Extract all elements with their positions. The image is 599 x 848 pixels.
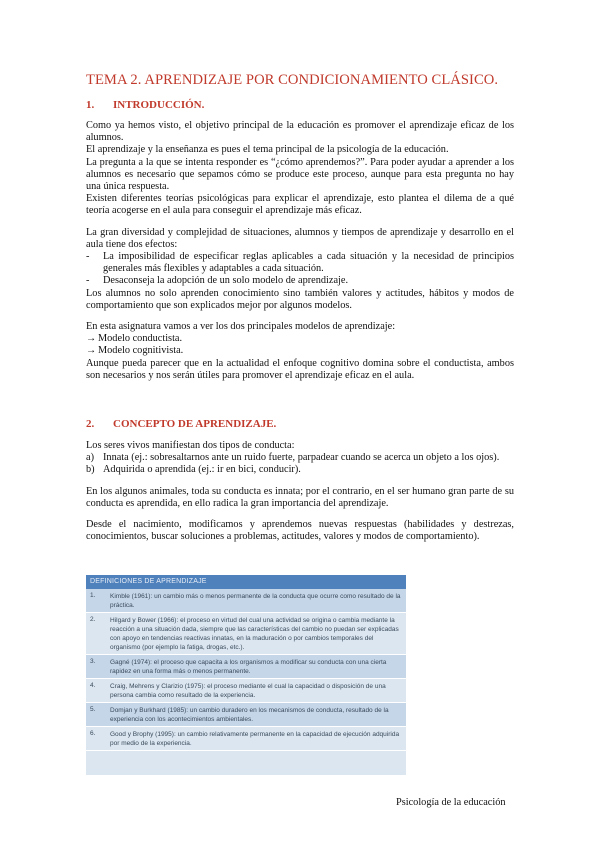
- list-item-text: Modelo conductista.: [98, 333, 183, 345]
- paragraph: Desde el nacimiento, modificamos y aprendemos nuevas respuestas (habilidades y destrezas, conocimientos, buscar soluciones a problemas, actitudes, valores y modos de comportamiento).: [86, 519, 514, 543]
- paragraph: Los seres vivos manifiestan dos tipos de conducta:: [86, 440, 295, 451]
- list-item: [86, 345, 514, 357]
- row-number: 1.: [90, 592, 96, 599]
- list-item-text: Innata (ej.: sobresaltarnos ante un ruido fuerte, parpadear cuando se acerca un objeto a los ojos).: [103, 452, 500, 464]
- section-number: 1.: [86, 99, 95, 111]
- list-marker: b): [86, 464, 95, 476]
- row-text: Hilgard y Bower (1966): el proceso en virtud del cual una actividad se origina o cambia mediante la reacción a una situación dada, siempre que las características del cambio no puedan ser explicadas con apoyo en tendencias reactivas innatas, en la maduración o por cambios temporales del organismo (por ejemplo la fatiga, drogas, etc.).: [110, 617, 399, 651]
- row-number: 6.: [90, 730, 96, 737]
- list-marker: a): [86, 452, 94, 464]
- table-row: [86, 727, 406, 751]
- section-number: 2.: [86, 418, 95, 430]
- section-heading-concepto: [86, 418, 276, 430]
- table-row: [86, 703, 406, 727]
- section-title: INTRODUCCIÓN.: [113, 99, 205, 111]
- paragraph: Como ya hemos visto, el objetivo principal de la educación es promover el aprendizaje eficaz de los alumnos.: [86, 120, 514, 144]
- list-marker: -: [86, 275, 90, 287]
- document-title: TEMA 2. APRENDIZAJE POR CONDICIONAMIENTO CLÁSICO.: [86, 72, 499, 88]
- list-item: [86, 275, 514, 287]
- table-row: [86, 679, 406, 703]
- row-number: 3.: [90, 658, 96, 665]
- list-item-text: Desaconseja la adopción de un solo modelo de aprendizaje.: [103, 275, 349, 287]
- page-footer: Psicología de la educación: [396, 797, 506, 808]
- section1-body: [86, 120, 514, 382]
- paragraph: El aprendizaje y la enseñanza es pues el tema principal de la psicología de la educación.: [86, 144, 449, 156]
- list-item-text: La imposibilidad de especificar reglas aplicables a cada situación y la necesidad de principios generales más flexibles y adaptables a cada situación.: [103, 251, 514, 275]
- list-marker: -: [86, 251, 90, 263]
- row-text: Good y Brophy (1995): un cambio relativamente permanente en la capacidad de ejecución adquirida por medio de la experiencia.: [110, 731, 400, 747]
- paragraph: La gran diversidad y complejidad de situaciones, alumnos y tiempos de aprendizaje y desarrollo en el aula tiene dos efectos:: [86, 226, 514, 250]
- row-number: 4.: [90, 682, 96, 689]
- arrow-icon: →: [86, 333, 97, 345]
- section-heading-introduccion: [86, 99, 204, 111]
- list-item: [86, 464, 514, 476]
- row-text: Kimble (1961): un cambio más o menos permanente de la conducta que ocurre como resultado de la práctica.: [110, 593, 401, 609]
- paragraph: Los alumnos no solo aprenden conocimiento sino también valores y actitudes, hábitos y modos de comportamiento que son explicados mejor por algunos modelos.: [86, 287, 514, 311]
- paragraph: En los algunos animales, toda su conducta es innata; por el contrario, en el ser humano gran parte de su conducta es aprendida, en ello radica la gran importancia del aprendizaje.: [86, 485, 514, 509]
- row-text: Gagné (1974): el proceso que capacita a los organismos a modificar su conducta con una cierta rapidez en una forma más o menos permanente.: [110, 659, 387, 675]
- paragraph: Existen diferentes teorías psicológicas para explicar el aprendizaje, esto plantea el dilema de a qué teoría acogerse en el aula para conseguir el aprendizaje más eficaz.: [86, 193, 514, 217]
- section-title: CONCEPTO DE APRENDIZAJE.: [113, 418, 277, 430]
- row-text: Domjan y Burkhard (1985): un cambio duradero en los mecanismos de conducta, resultado de la experiencia con los acontecimientos ambientales.: [110, 707, 389, 723]
- table-row: [86, 589, 406, 613]
- row-number: 2.: [90, 616, 96, 623]
- list-item: [86, 452, 514, 464]
- definitions-table: [86, 575, 406, 775]
- paragraph: La pregunta a la que se intenta responder es “¿cómo aprendemos?”. Para poder ayudar a aprender a los alumnos es necesario que sepamos cómo se produce este proceso, aunque para esta pregunta no hay una única respuesta.: [86, 156, 514, 193]
- paragraph: Aunque pueda parecer que en la actualidad el enfoque cognitivo domina sobre el conductista, ambos son necesarios y nos serán útiles para promover el aprendizaje eficaz en el aula.: [86, 357, 514, 381]
- table-row: [86, 655, 406, 679]
- table-row: [86, 613, 406, 655]
- list-item: [86, 333, 514, 345]
- list-item-text: Adquirida o aprendida (ej.: ir en bici, conducir).: [103, 464, 301, 476]
- row-text: Craig, Mehrens y Clarizio (1975): el proceso mediante el cual la capacidad o disposición de una persona cambia como resultado de la experiencia.: [110, 683, 386, 699]
- paragraph: En esta asignatura vamos a ver los dos principales modelos de aprendizaje:: [86, 321, 396, 333]
- row-number: 5.: [90, 706, 96, 713]
- table-header: DEFINICIONES DE APRENDIZAJE: [86, 575, 406, 589]
- list-item-text: Modelo cognitivista.: [98, 345, 184, 357]
- section2-body: [86, 440, 514, 543]
- list-item: [86, 251, 514, 275]
- arrow-icon: →: [86, 345, 97, 357]
